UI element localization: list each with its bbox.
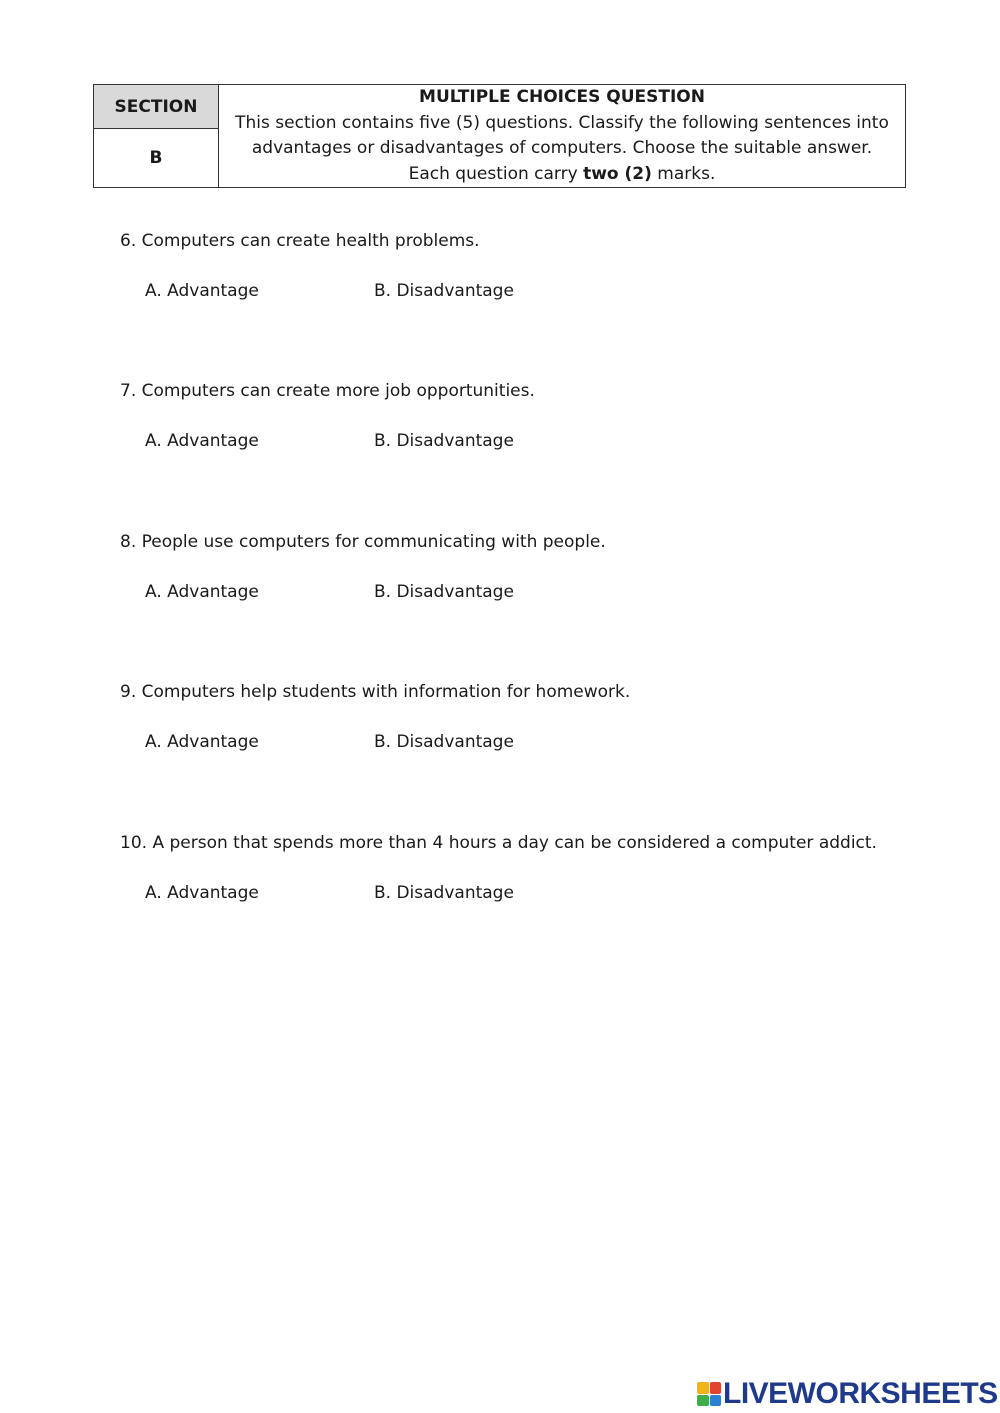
question-9: 9. Computers help students with information for homework. (120, 682, 631, 702)
section-title: MULTIPLE CHOICES QUESTION (419, 87, 705, 107)
question-10: 10. A person that spends more than 4 hours a day can be considered a computer addict. (120, 833, 877, 853)
question-7-option-a[interactable]: A. Advantage (145, 431, 259, 451)
question-9-option-a[interactable]: A. Advantage (145, 732, 259, 752)
instructions-line-3 (219, 162, 905, 188)
instructions-line-2: advantages or disadvantages of computers. Choose the suitable answer. (251, 138, 873, 158)
logo-text: LIVEWORKSHEETS (723, 1377, 998, 1410)
question-8-option-b[interactable]: B. Disadvantage (374, 582, 514, 602)
section-label: SECTION (94, 85, 218, 129)
question-10-option-b[interactable]: B. Disadvantage (374, 883, 514, 903)
section-description (219, 85, 905, 187)
logo-square-3 (697, 1395, 709, 1407)
logo-square-2 (710, 1382, 722, 1394)
question-8-option-a[interactable]: A. Advantage (145, 582, 259, 602)
section-column (94, 85, 219, 187)
marks-value: two (2) (583, 163, 652, 184)
logo-square-1 (697, 1382, 709, 1394)
question-6: 6. Computers can create health problems. (120, 231, 480, 251)
marks-prefix: Each question carry (408, 163, 584, 184)
liveworksheets-logo-icon (697, 1382, 721, 1406)
logo-square-4 (710, 1395, 722, 1407)
question-10-option-a[interactable]: A. Advantage (145, 883, 259, 903)
question-6-option-a[interactable]: A. Advantage (145, 281, 259, 301)
section-letter: B (149, 148, 163, 168)
question-7-option-b[interactable]: B. Disadvantage (374, 431, 514, 451)
instructions-line-1: This section contains five (5) questions. Classify the following sentences into (235, 112, 889, 133)
question-8: 8. People use computers for communicating with people. (120, 532, 606, 552)
question-6-option-b[interactable]: B. Disadvantage (374, 281, 514, 301)
section-header-table (93, 84, 906, 188)
liveworksheets-logo (697, 1377, 998, 1411)
question-9-option-b[interactable]: B. Disadvantage (374, 732, 514, 752)
question-7: 7. Computers can create more job opportunities. (120, 381, 535, 401)
marks-suffix: marks. (651, 163, 716, 184)
